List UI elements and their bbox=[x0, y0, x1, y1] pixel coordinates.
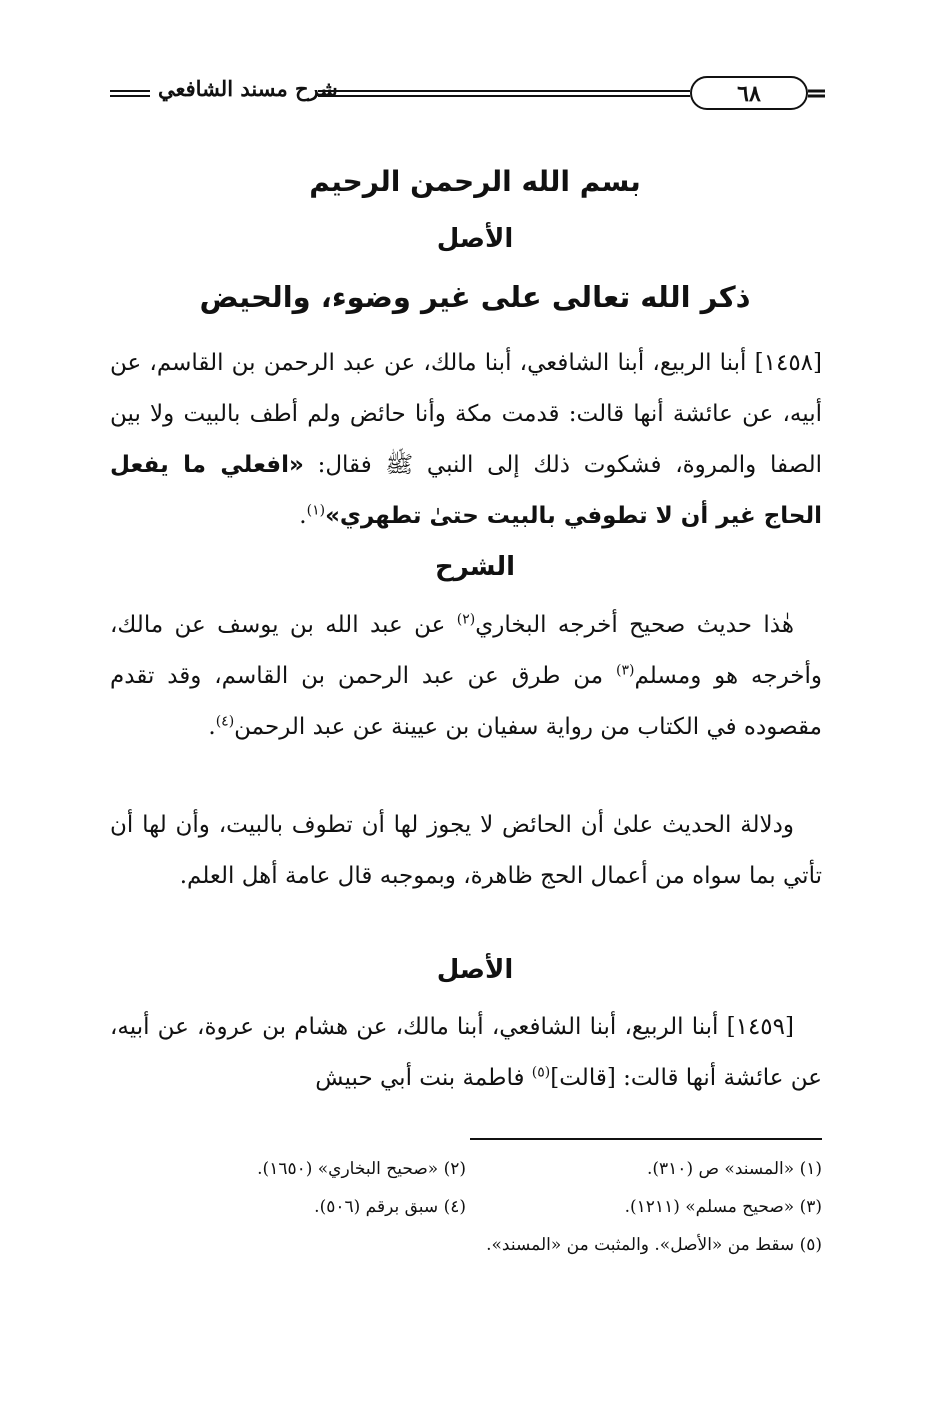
section-heading-sharh: الشرح bbox=[434, 552, 516, 582]
text: هٰذا حديث صحيح أخرجه البخاري bbox=[475, 612, 794, 638]
hadith-1458 bbox=[110, 338, 822, 542]
running-title: شرح مسند الشافعي bbox=[158, 76, 338, 101]
footnote-ref: (٣) bbox=[615, 662, 635, 679]
hadith-text: أبنا الربيع، أبنا الشافعي، أبنا مالك، عن عبد الرحمن بن القاسم، عن أبيه، عن عائشة أنها قالت: قدمت مكة وأنا حائض ولم أطف بالبيت ولا بين الصفا والمروة، فشكوت ذلك إلى النبي ﷺ فقال: bbox=[110, 350, 822, 478]
hadith-number: [١٤٥٩] bbox=[726, 1014, 794, 1040]
footnotes bbox=[110, 1150, 822, 1264]
hadith-number: [١٤٥٨] bbox=[754, 350, 823, 376]
footnote-ref: (١) bbox=[306, 502, 326, 519]
hadith-1459 bbox=[110, 1002, 822, 1104]
footnote-2: (٢) «صحيح البخاري» (١٦٥٠). bbox=[257, 1159, 466, 1179]
text: عن عبد الله بن يوسف عن مالك، وأخرجه هو ومسلم bbox=[110, 612, 823, 689]
chapter-title: ذكر الله تعالى على غير وضوء، والحيض bbox=[199, 280, 751, 314]
sentence-end: . bbox=[299, 503, 307, 529]
hadith-text: فاطمة بنت أبي حبيش bbox=[315, 1065, 532, 1091]
text: ودلالة الحديث علىٰ أن الحائض لا يجوز لها أن تطوف بالبيت، وأن لها أن تأتي بما سواه من أعمال الحج ظاهرة، وبموجبه قال عامة أهل العلم. bbox=[110, 812, 822, 889]
footnote-row bbox=[110, 1226, 822, 1264]
footnote-1: (١) «المسند» ص (٣١٠). bbox=[646, 1159, 822, 1179]
footnote-rule bbox=[470, 1138, 822, 1140]
footnote-3: (٣) «صحيح مسلم» (١٢١١). bbox=[624, 1197, 822, 1217]
page-header bbox=[110, 72, 825, 116]
section-heading-asl: الأصل bbox=[436, 224, 514, 254]
footnote-5: (٥) سقط من «الأصل». والمثبت من «المسند». bbox=[486, 1235, 822, 1255]
sharh-paragraph-1 bbox=[110, 600, 822, 753]
footnote-row bbox=[110, 1150, 822, 1188]
footnote-4: (٤) سبق برقم (٥٠٦). bbox=[314, 1197, 466, 1217]
footnote-row bbox=[110, 1188, 822, 1226]
footnote-ref: (٢) bbox=[456, 611, 476, 628]
footnote-ref: (٥) bbox=[531, 1064, 551, 1081]
text: . bbox=[208, 714, 216, 740]
basmala: بسم الله الرحمن الرحيم bbox=[309, 165, 641, 198]
text: من طرق عن عبد الرحمن بن القاسم، وقد تقدم مقصوده في الكتاب من رواية سفيان بن عيينة عن عبد الرحمن bbox=[110, 663, 822, 740]
sharh-paragraph-2 bbox=[110, 800, 822, 902]
prophetic-quote: «افعلي ما يفعل الحاج غير أن لا تطوفي بالبيت حتىٰ تطهري» bbox=[110, 452, 822, 529]
section-heading-asl-2: الأصل bbox=[436, 955, 514, 985]
page-number: ٦٨ bbox=[690, 76, 808, 110]
footnote-ref: (٤) bbox=[215, 713, 235, 730]
hadith-text: أبنا الربيع، أبنا الشافعي، أبنا مالك، عن هشام بن عروة، عن أبيه، عن عائشة أنها قالت: [قالت] bbox=[110, 1014, 822, 1091]
